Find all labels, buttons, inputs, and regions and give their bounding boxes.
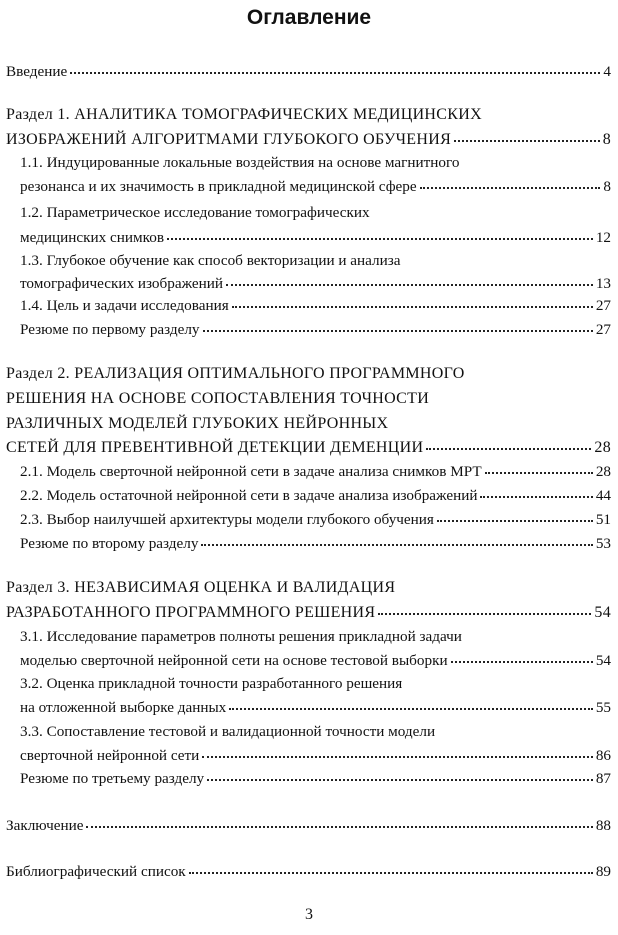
toc-entry-title: Резюме по второму разделу (20, 535, 199, 552)
toc-entry (20, 203, 611, 223)
toc-entry-title: Раздел 3. НЕЗАВИСИМАЯ ОЦЕНКА И ВАЛИДАЦИЯ (6, 579, 396, 596)
toc-entry-page: 8 (603, 178, 611, 195)
dot-leader (451, 660, 593, 663)
toc-entry-title: 3.1. Исследование параметров полноты решения прикладной задачи (20, 628, 462, 645)
toc-entry (6, 603, 611, 623)
toc-entry (6, 862, 611, 882)
toc-entry-page: 86 (595, 747, 611, 764)
toc-entry-page: 13 (595, 275, 611, 292)
toc-entry-title: 1.2. Параметрическое исследование томографических (20, 204, 370, 221)
dot-leader (229, 707, 593, 710)
toc-entry-page: 8 (602, 131, 611, 148)
toc-entry-title: СЕТЕЙ ДЛЯ ПРЕВЕНТИВНОЙ ДЕТЕКЦИИ ДЕМЕНЦИИ (6, 439, 424, 456)
toc-entry-title: Введение (6, 63, 68, 80)
toc-entry (20, 228, 611, 248)
toc-entry-title: резонанса и их значимость в прикладной медицинской сфере (20, 178, 417, 195)
toc-entry (6, 364, 611, 384)
dot-leader (426, 447, 591, 450)
toc-entry (6, 816, 611, 836)
toc-entry (20, 746, 611, 766)
toc-entry-title: томографических изображений (20, 275, 223, 292)
toc-entry-page: 27 (595, 321, 611, 338)
toc-entry-page: 53 (595, 535, 611, 552)
dot-leader (167, 237, 593, 240)
toc-entry-page: 27 (595, 297, 611, 314)
toc-entry-title: Библиографический список (6, 863, 186, 880)
toc-entry (20, 651, 611, 671)
dot-leader (201, 543, 592, 546)
toc-entry-page: 28 (595, 463, 611, 480)
toc-entry-page: 44 (595, 487, 611, 504)
toc-entry (6, 130, 611, 150)
dot-leader (70, 71, 600, 74)
toc-entry-page: 51 (595, 511, 611, 528)
dot-leader (420, 186, 601, 189)
toc-entry-title: моделью сверточной нейронной сети на основе тестовой выборки (20, 652, 448, 669)
toc-entry-title: РАЗЛИЧНЫХ МОДЕЛЕЙ ГЛУБОКИХ НЕЙРОННЫХ (6, 415, 389, 432)
toc-entry (6, 389, 611, 409)
dot-leader (226, 283, 593, 286)
toc-entry-page: 54 (594, 604, 611, 621)
toc-entry-page: 88 (595, 817, 611, 834)
dot-leader (378, 612, 591, 615)
toc-entry-title: 1.1. Индуцированные локальные воздействия на основе магнитного (20, 154, 460, 171)
toc-entry (6, 62, 611, 82)
toc-entry-title: Раздел 1. АНАЛИТИКА ТОМОГРАФИЧЕСКИХ МЕДИЦИНСКИХ (6, 106, 482, 123)
toc-entry-page: 54 (595, 652, 611, 669)
toc-entry (20, 320, 611, 340)
toc-entry (6, 578, 611, 598)
toc-entry (6, 438, 611, 458)
toc-entry-page: 55 (595, 699, 611, 716)
toc-entry (20, 486, 611, 506)
toc-entry (20, 296, 611, 316)
toc-entry (6, 414, 611, 434)
toc-entry-page: 87 (595, 770, 611, 787)
toc-entry (20, 153, 611, 173)
dot-leader (485, 471, 593, 474)
toc-entry-title: Резюме по первому разделу (20, 321, 200, 338)
dot-leader (189, 871, 593, 874)
toc-entry (6, 105, 611, 125)
toc-entry (20, 722, 611, 742)
toc-entry-title: на отложенной выборке данных (20, 699, 227, 716)
toc-entry (20, 534, 611, 554)
toc-entry-title: ИЗОБРАЖЕНИЙ АЛГОРИТМАМИ ГЛУБОКОГО ОБУЧЕНИЯ (6, 131, 452, 148)
toc-entry-page: 12 (595, 229, 611, 246)
toc-entry (20, 698, 611, 718)
toc-entry-page: 4 (603, 63, 611, 80)
toc-entry (20, 510, 611, 530)
toc-entry-title: сверточной нейронной сети (20, 747, 200, 764)
dot-leader (207, 778, 593, 781)
toc-entry-title: 3.3. Сопоставление тестовой и валидационной точности модели (20, 723, 436, 740)
toc-entry-page: 89 (595, 863, 611, 880)
toc-entry (20, 274, 611, 294)
toc-entry-title: Раздел 2. РЕАЛИЗАЦИЯ ОПТИМАЛЬНОГО ПРОГРАММНОГО (6, 365, 465, 382)
toc-entry (20, 177, 611, 197)
dot-leader (480, 495, 592, 498)
dot-leader (437, 519, 593, 522)
page-number: 3 (305, 906, 313, 923)
toc-entry-title: 3.2. Оценка прикладной точности разработанного решения (20, 675, 403, 692)
page-title: Оглавление (246, 6, 372, 29)
toc-entry (20, 769, 611, 789)
toc-entry-title: 2.1. Модель сверточной нейронной сети в задаче анализа снимков МРТ (20, 463, 482, 480)
dot-leader (86, 825, 592, 828)
toc-entry-title: 1.3. Глубокое обучение как способ векторизации и анализа (20, 252, 401, 269)
toc-entry-title: 2.3. Выбор наилучшей архитектуры модели глубокого обучения (20, 511, 434, 528)
toc-entry-title: 1.4. Цель и задачи исследования (20, 297, 229, 314)
toc-entry-title: Резюме по третьему разделу (20, 770, 205, 787)
dot-leader (203, 329, 593, 332)
toc-entry-title: РЕШЕНИЯ НА ОСНОВЕ СОПОСТАВЛЕНИЯ ТОЧНОСТИ (6, 390, 430, 407)
toc-entry-title: медицинских снимков (20, 229, 165, 246)
toc-entry (20, 674, 611, 694)
toc-entry-title: Заключение (6, 817, 84, 834)
dot-leader (454, 139, 600, 142)
toc-entry-title: 2.2. Модель остаточной нейронной сети в задаче анализа изображений (20, 487, 478, 504)
toc-entry-page: 28 (594, 439, 611, 456)
toc-entry-title: РАЗРАБОТАННОГО ПРОГРАММНОГО РЕШЕНИЯ (6, 604, 376, 621)
toc-entry (20, 627, 611, 647)
dot-leader (232, 305, 593, 308)
toc-entry (20, 462, 611, 482)
toc-entry (20, 251, 611, 271)
dot-leader (202, 755, 593, 758)
